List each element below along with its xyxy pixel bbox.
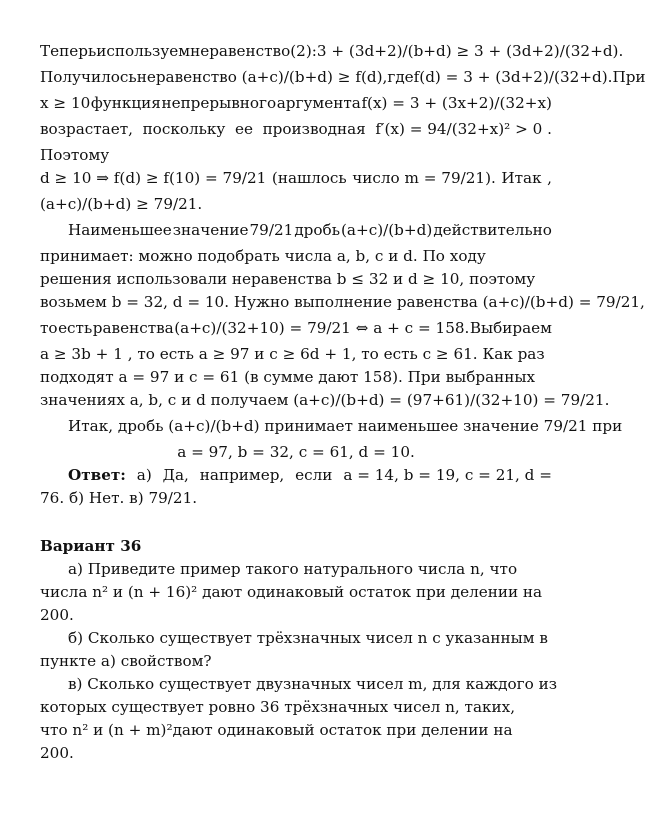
text-line: подходят a = 97 и c = 61 (в сумме дают 158). При выбранных	[40, 368, 536, 386]
word: (2):	[290, 42, 317, 60]
text-line	[40, 40, 624, 66]
text-line	[40, 66, 646, 92]
document-page	[40, 40, 646, 765]
formula: f′(x) = 94/(32+x)² > 0 .	[375, 120, 552, 138]
word: Теперь	[40, 42, 97, 60]
text-line	[40, 317, 552, 343]
word: значение	[172, 221, 249, 239]
answer-label: Ответ:	[68, 466, 126, 484]
text-line: a ≥ 3b + 1 , то есть a ≥ 97 и c ≥ 6d + 1, то есть c ≥ 61. Как раз	[40, 345, 545, 363]
formula: 79/21	[249, 221, 294, 239]
word: непрерывного	[161, 94, 277, 112]
word: используем	[96, 42, 191, 60]
formula: число m = 79/21).	[352, 169, 496, 187]
word: ,	[547, 169, 552, 187]
text-line: 200.	[40, 606, 74, 624]
text-line: что n² и (n + m)²дают одинаковый остаток при делении на	[40, 721, 513, 739]
word: где	[387, 68, 414, 86]
text-line: в) Сколько существует двузначных чисел m, для каждого из	[68, 675, 557, 693]
text-line: (a+c)/(b+d) ≥ 79/21.	[40, 195, 203, 213]
word: При	[612, 68, 646, 86]
word: возрастает,	[40, 120, 133, 138]
text-line: возьмем b = 32, d = 10. Нужно выполнение равенства (a+c)/(b+d) = 79/21,	[40, 293, 645, 311]
text-line: 76. б) Нет. в) 79/21.	[40, 489, 198, 507]
word: действительно	[433, 221, 552, 239]
formula: d ≥ 10 ⇒ f(d) ≥ f(10) = 79/21	[40, 169, 267, 187]
formula: a = 14, b = 19, c = 21, d =	[343, 466, 552, 484]
word: (нашлось	[271, 169, 347, 187]
formula: f(d) = 3 + (3d+2)/(32+d).	[413, 68, 613, 86]
word: например,	[199, 466, 285, 484]
word: производная	[262, 120, 366, 138]
text-line: пункте а) свойством?	[40, 652, 212, 670]
word: аргумента	[276, 94, 361, 112]
word: Да,	[162, 466, 189, 484]
word: если	[295, 466, 333, 484]
spacer	[40, 513, 552, 535]
word: ее	[234, 120, 253, 138]
word: есть	[58, 319, 93, 337]
formula: неравенство (a+c)/(b+d) ≥ f(d),	[136, 68, 388, 86]
word: Наименьшее	[68, 221, 172, 239]
word: Выбираем	[469, 319, 552, 337]
word: Получилось	[40, 68, 137, 86]
text-line	[40, 219, 552, 245]
formula: (a+c)/(b+d)	[341, 221, 433, 239]
answer-line	[40, 464, 552, 487]
text-line	[40, 92, 552, 118]
text-line: Поэтому	[40, 146, 110, 164]
text-line	[40, 118, 552, 144]
text-line: которых существует ровно 36 трёхзначных чисел n, таких,	[40, 698, 516, 716]
formula: 3 + (3d+2)/(b+d) ≥ 3 + (3d+2)/(32+d).	[316, 42, 624, 60]
text-line: принимает: можно подобрать числа a, b, c и d. По ходу	[40, 247, 486, 265]
word: поскольку	[142, 120, 226, 138]
word: неравенство	[190, 42, 291, 60]
word: равенства	[92, 319, 174, 337]
word: функция	[90, 94, 161, 112]
text-line: значениях a, b, c и d получаем (a+c)/(b+d) = (97+61)/(32+10) = 79/21.	[40, 391, 610, 409]
text-line: числа n² и (n + 16)² дают одинаковый остаток при делении на	[40, 583, 543, 601]
word: дробь	[294, 221, 340, 239]
word: то	[40, 319, 58, 337]
text-line	[40, 167, 552, 193]
text-line: а) Приведите пример такого натурального числа n, что	[68, 560, 518, 578]
section-title: Вариант 36	[40, 537, 142, 555]
formula: x ≥ 10	[40, 94, 91, 112]
word: а)	[136, 466, 152, 484]
text-line: решения использовали неравенства b ≤ 32 и d ≥ 10, поэтому	[40, 270, 536, 288]
text-line: 200.	[40, 744, 74, 762]
text-line: Итак, дробь (a+c)/(b+d) принимает наименьшее значение 79/21 при	[68, 417, 623, 435]
text-line: a = 97, b = 32, c = 61, d = 10.	[177, 443, 415, 461]
word: Итак	[501, 169, 542, 187]
formula: f(x) = 3 + (3x+2)/(32+x)	[361, 94, 552, 112]
formula: (a+c)/(32+10) = 79/21 ⇔ a + c = 158.	[174, 319, 470, 337]
text-line: б) Сколько существует трёхзначных чисел n с указанным в	[68, 629, 548, 647]
